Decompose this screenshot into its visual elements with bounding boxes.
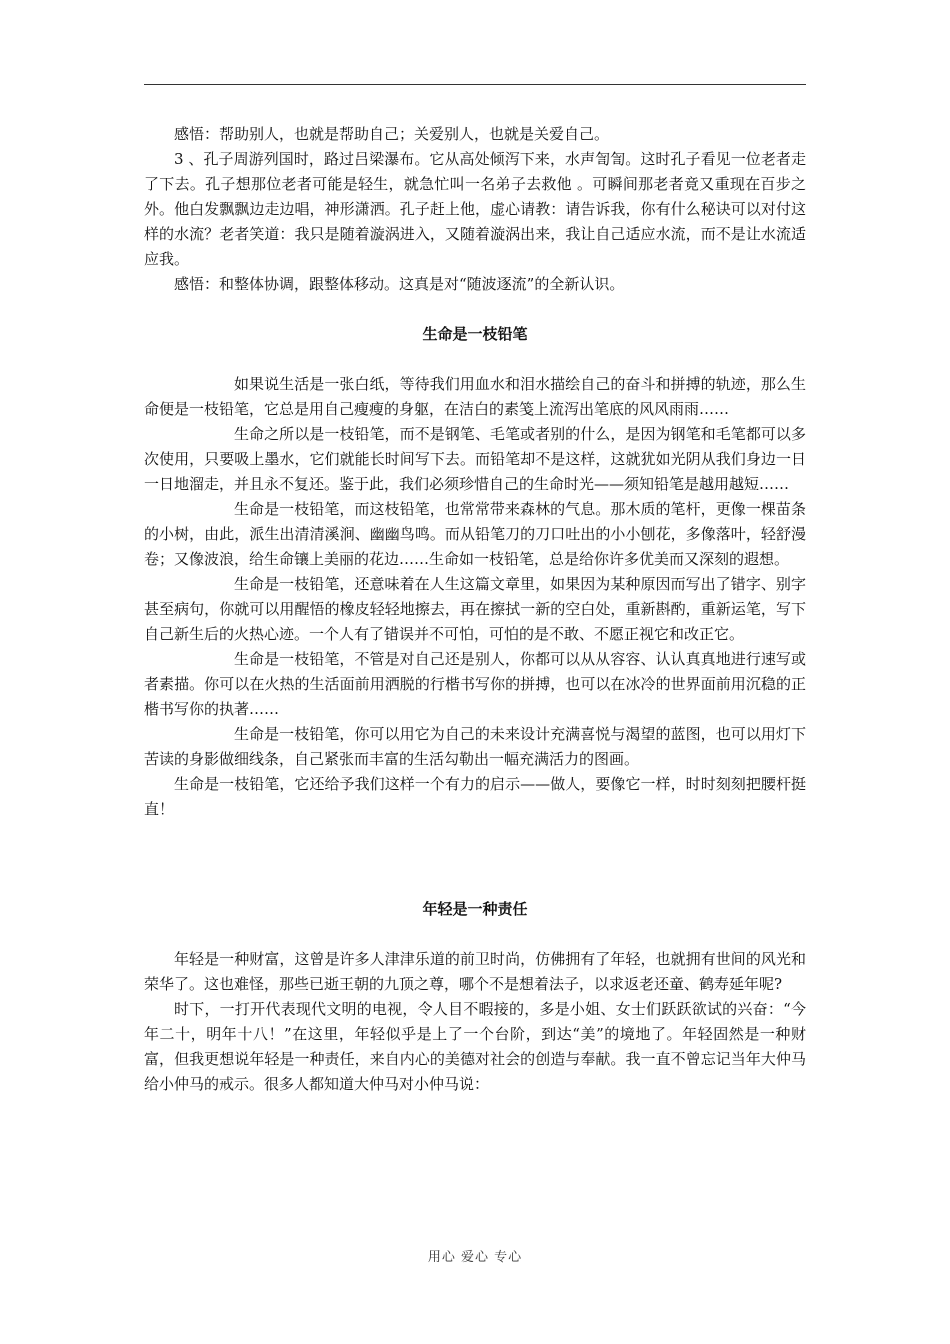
section2-paragraph-3: 生命是一枝铅笔，而这枝铅笔，也常常带来森林的气息。那木质的笔杆，更像一棵苗条的小树，由此，派生出清清溪涧、幽幽鸟鸣。而从铅笔刀的刀口吐出的小小刨花，多像落叶，轻舒漫卷；又像波浪，给生命镶上美丽的花边……生命如一枝铅笔，总是给你许多优美而又深刻的遐想。 — [144, 500, 806, 568]
section2-title: 生命是一枝铅笔 — [422, 325, 528, 343]
section2-paragraph-7: 生命是一枝铅笔，它还给予我们这样一个有力的启示——做人，要像它一样，时时刻刻把腰杆挺直！ — [144, 775, 806, 818]
section2-paragraph-2: 生命之所以是一枝铅笔，而不是钢笔、毛笔或者别的什么，是因为钢笔和毛笔都可以多次使用，只要吸上墨水，它们就能长时间写下去。而铅笔却不是这样，这就犹如光阴从我们身边一日一日地溜走，并且永不复还。鉴于此，我们必须珍惜自己的生命时光——须知铅笔是越用越短…… — [144, 425, 806, 493]
section3-paragraph-2: 时下，一打开代表现代文明的电视，令人目不暇接的，多是小姐、女士们跃跃欲试的兴奋：“今年二十，明年十八！”在这里，年轻似乎是上了一个台阶，到达“美”的境地了。年轻固然是一种财富，但我更想说年轻是一种责任，来自内心的美德对社会的创造与奉献。我一直不曾忘记当年大仲马给小仲马的戒示。很多人都知道大仲马对小仲马说： — [144, 1000, 806, 1093]
section2-paragraph-6: 生命是一枝铅笔，你可以用它为自己的未来设计充满喜悦与渴望的蓝图，也可以用灯下苦读的身影做细线条，自己紧张而丰富的生活勾勒出一幅充满活力的图画。 — [144, 725, 806, 768]
document-body — [144, 122, 806, 1097]
header-rule — [144, 84, 806, 85]
section3-title: 年轻是一种责任 — [422, 900, 528, 918]
page-footer: 用心 爱心 专心 — [427, 1250, 523, 1265]
section2-paragraph-5: 生命是一枝铅笔，不管是对自己还是别人，你都可以从从容容、认认真真地进行速写或者素描。你可以在火热的生活面前用洒脱的行楷书写你的拼搏，也可以在冰冷的世界面前用沉稳的正楷书写你的执著…… — [144, 650, 806, 718]
section3-paragraph-1: 年轻是一种财富，这曾是许多人津津乐道的前卫时尚，仿佛拥有了年轻，也就拥有世间的风光和荣华了。这也难怪，那些已逝王朝的九顶之尊，哪个不是想着法子，以求返老还童、鹤寿延年呢? — [144, 950, 806, 993]
section1-paragraph-1: 感悟：帮助别人，也就是帮助自己；关爱别人，也就是关爱自己。 — [174, 125, 610, 143]
section2-paragraph-4: 生命是一枝铅笔，还意味着在人生这篇文章里，如果因为某种原因而写出了错字、别字甚至病句，你就可以用醒悟的橡皮轻轻地擦去，再在擦拭一新的空白处，重新斟酌，重新运笔，写下自己新生后的火热心迹。一个人有了错误并不可怕，可怕的是不敢、不愿正视它和改正它。 — [144, 575, 806, 643]
section2-paragraph-1: 如果说生活是一张白纸，等待我们用血水和泪水描绘自己的奋斗和拼搏的轨迹，那么生命便是一枝铅笔，它总是用自己瘦瘦的身躯，在洁白的素笺上流泻出笔底的风风雨雨…… — [144, 375, 806, 418]
section1-paragraph-3: 感悟：和整体协调，跟整体移动。这真是对“随波逐流”的全新认识。 — [174, 275, 625, 293]
section1-paragraph-2: 3 、孔子周游列国时，路过吕梁瀑布。它从高处倾泻下来，水声訇訇。这时孔子看见一位老者走了下去。孔子想那位老者可能是轻生，就急忙叫一名弟子去救他 。可瞬间那老者竟又重现在百步之外。他白发飘飘边走边唱，神形潇洒。孔子赶上他，虚心请教：请告诉我，你有什么秘诀可以对付这样的水流？老者笑道：我只是随着漩涡进入，又随着漩涡出来，我让自己适应水流，而不是让水流适应我。 — [144, 150, 806, 268]
